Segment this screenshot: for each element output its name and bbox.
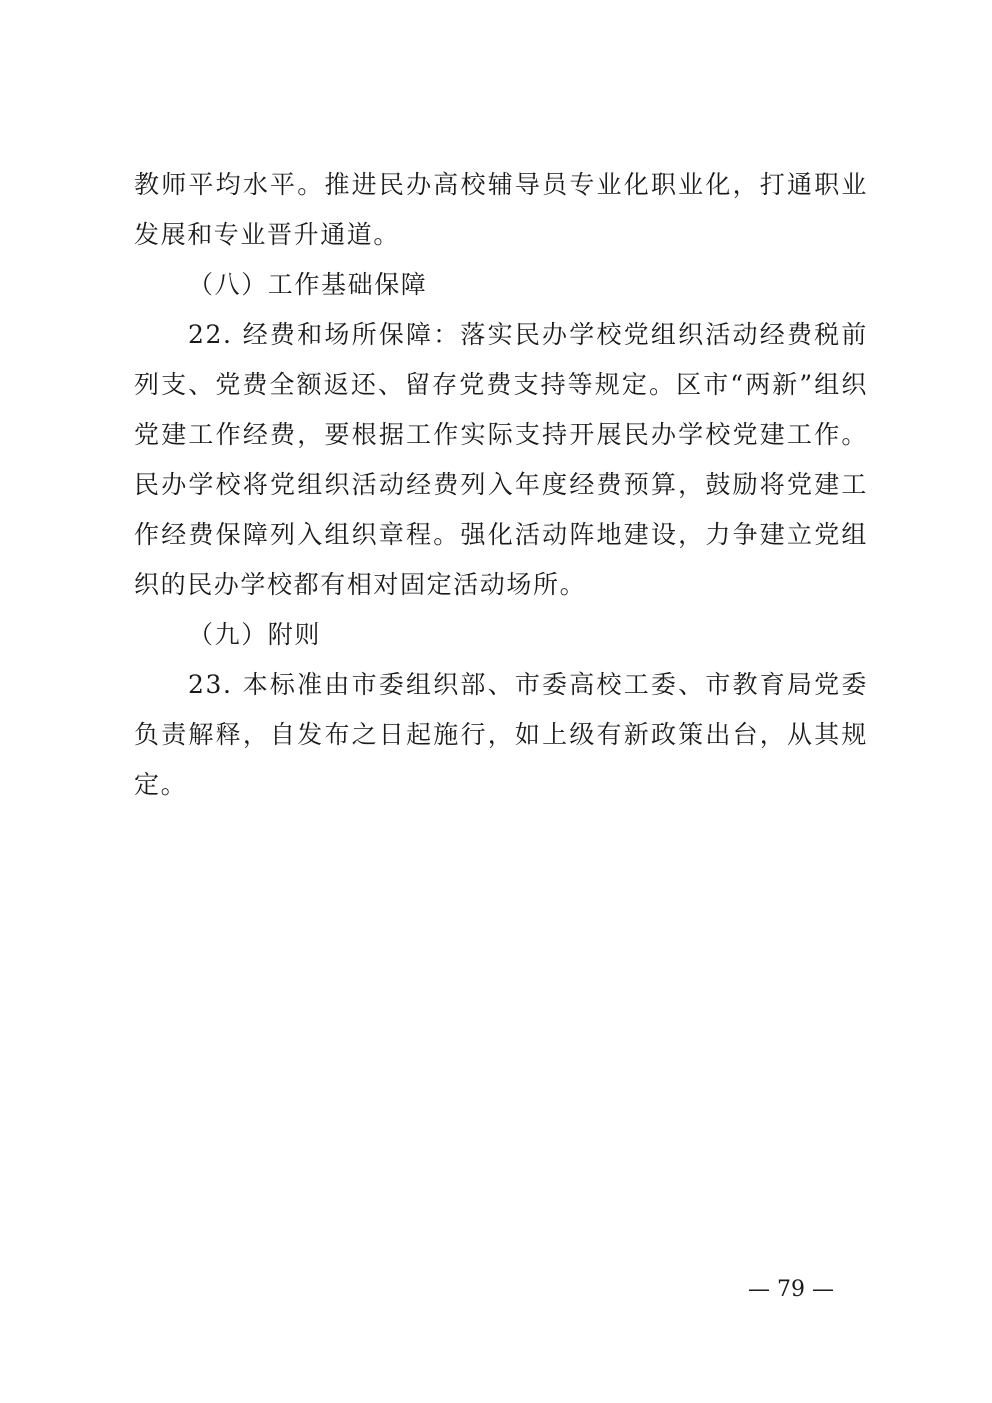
paragraph-continuation: 教师平均水平。推进民办高校辅导员专业化职业化，打通职业发展和专业晋升通道。 [134, 170, 868, 249]
page-number: — 79 — [748, 1277, 834, 1302]
paragraph-item-23: 23. 本标准由市委组织部、市委高校工委、市教育局党委负责解释，自发布之日起施行，如上级有新政策出台，从其规定。 [134, 670, 868, 799]
section-heading-8: （八）工作基础保障 [188, 270, 428, 299]
document-body [134, 160, 868, 810]
section-heading-9: （九）附则 [188, 620, 322, 649]
paragraph-item-22: 22. 经费和场所保障：落实民办学校党组织活动经费税前列支、党费全额返还、留存党费支持等规定。区市“两新”组织党建工作经费，要根据工作实际支持开展民办学校党建工作。民办学校将党组织活动经费列入年度经费预算，鼓励将党建工作经费保障列入组织章程。强化活动阵地建设，力争建立党组织的民办学校都有相对固定活动场所。 [134, 320, 868, 599]
